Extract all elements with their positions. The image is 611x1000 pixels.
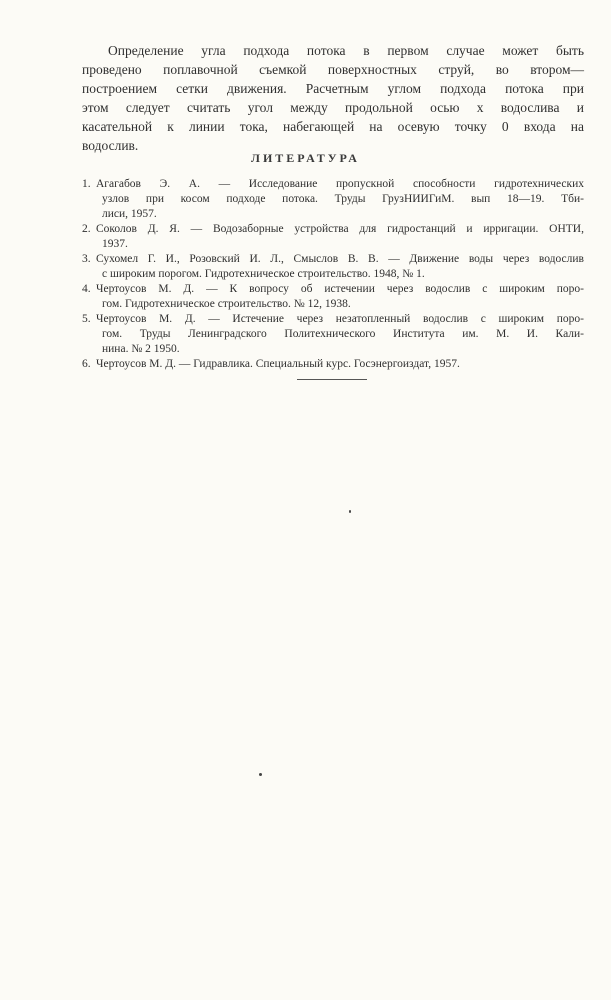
- reference-number: 3.: [82, 253, 91, 265]
- paragraph-line: проведено поплавочной съемкой поверхностных струй, во втором—: [82, 62, 584, 77]
- reference-line: Сухомел Г. И., Розовский И. Л., Смыслов В. В. — Движение воды через водослив: [96, 253, 584, 265]
- paper-speck: [349, 510, 351, 513]
- reference-item: [82, 177, 584, 222]
- reference-line: гом. Гидротехническое строительство. № 12, 1938.: [102, 298, 351, 310]
- reference-line: 1937.: [102, 238, 128, 250]
- reference-line: Чертоусов М. Д. — Истечение через незатопленный водослив с широким поро-: [96, 313, 584, 325]
- paragraph-line: водослив.: [82, 138, 139, 153]
- reference-number: 1.: [82, 178, 91, 190]
- literature-heading: ЛИТЕРАТУРА: [251, 151, 360, 165]
- paragraph-line: построением сетки движения. Расчетным углом подхода потока при: [82, 81, 584, 96]
- reference-line: Соколов Д. Я. — Водозаборные устройства для гидростанций и ирригации. ОНТИ,: [96, 223, 584, 235]
- paragraph-line: касательной к линии тока, набегающей на осевую точку 0 входа на: [82, 119, 584, 134]
- reference-line: с широким порогом. Гидротехническое строительство. 1948, № 1.: [102, 268, 425, 280]
- section-divider: [297, 379, 367, 380]
- reference-line: Агагабов Э. А. — Исследование пропускной способности гидротехнических: [96, 178, 584, 190]
- reference-item: [82, 357, 584, 372]
- reference-list: [82, 177, 584, 372]
- reference-item: [82, 252, 584, 282]
- paragraph-line: этом следует считать угол между продольной осью x водослива и: [82, 100, 584, 115]
- reference-line: узлов при косом подходе потока. Труды ГрузНИИГиМ. вып 18—19. Тби-: [102, 193, 584, 205]
- paper-speck: [259, 773, 262, 776]
- reference-line: нина. № 2 1950.: [102, 343, 180, 355]
- intro-paragraph: [82, 41, 584, 155]
- reference-line: лиси, 1957.: [102, 208, 157, 220]
- reference-item: [82, 312, 584, 357]
- reference-line: гом. Труды Ленинградского Политехнического Института им. М. И. Кали-: [102, 328, 584, 340]
- paragraph-line: Определение угла подхода потока в первом случае может быть: [108, 43, 584, 58]
- reference-number: 6.: [82, 358, 91, 370]
- reference-line: Чертоусов М. Д. — К вопросу об истечении через водослив с широким поро-: [96, 283, 584, 295]
- reference-number: 4.: [82, 283, 91, 295]
- reference-item: [82, 222, 584, 252]
- reference-line: Чертоусов М. Д. — Гидравлика. Специальный курс. Госэнергоиздат, 1957.: [96, 358, 460, 370]
- reference-number: 5.: [82, 313, 91, 325]
- reference-item: [82, 282, 584, 312]
- reference-number: 2.: [82, 223, 91, 235]
